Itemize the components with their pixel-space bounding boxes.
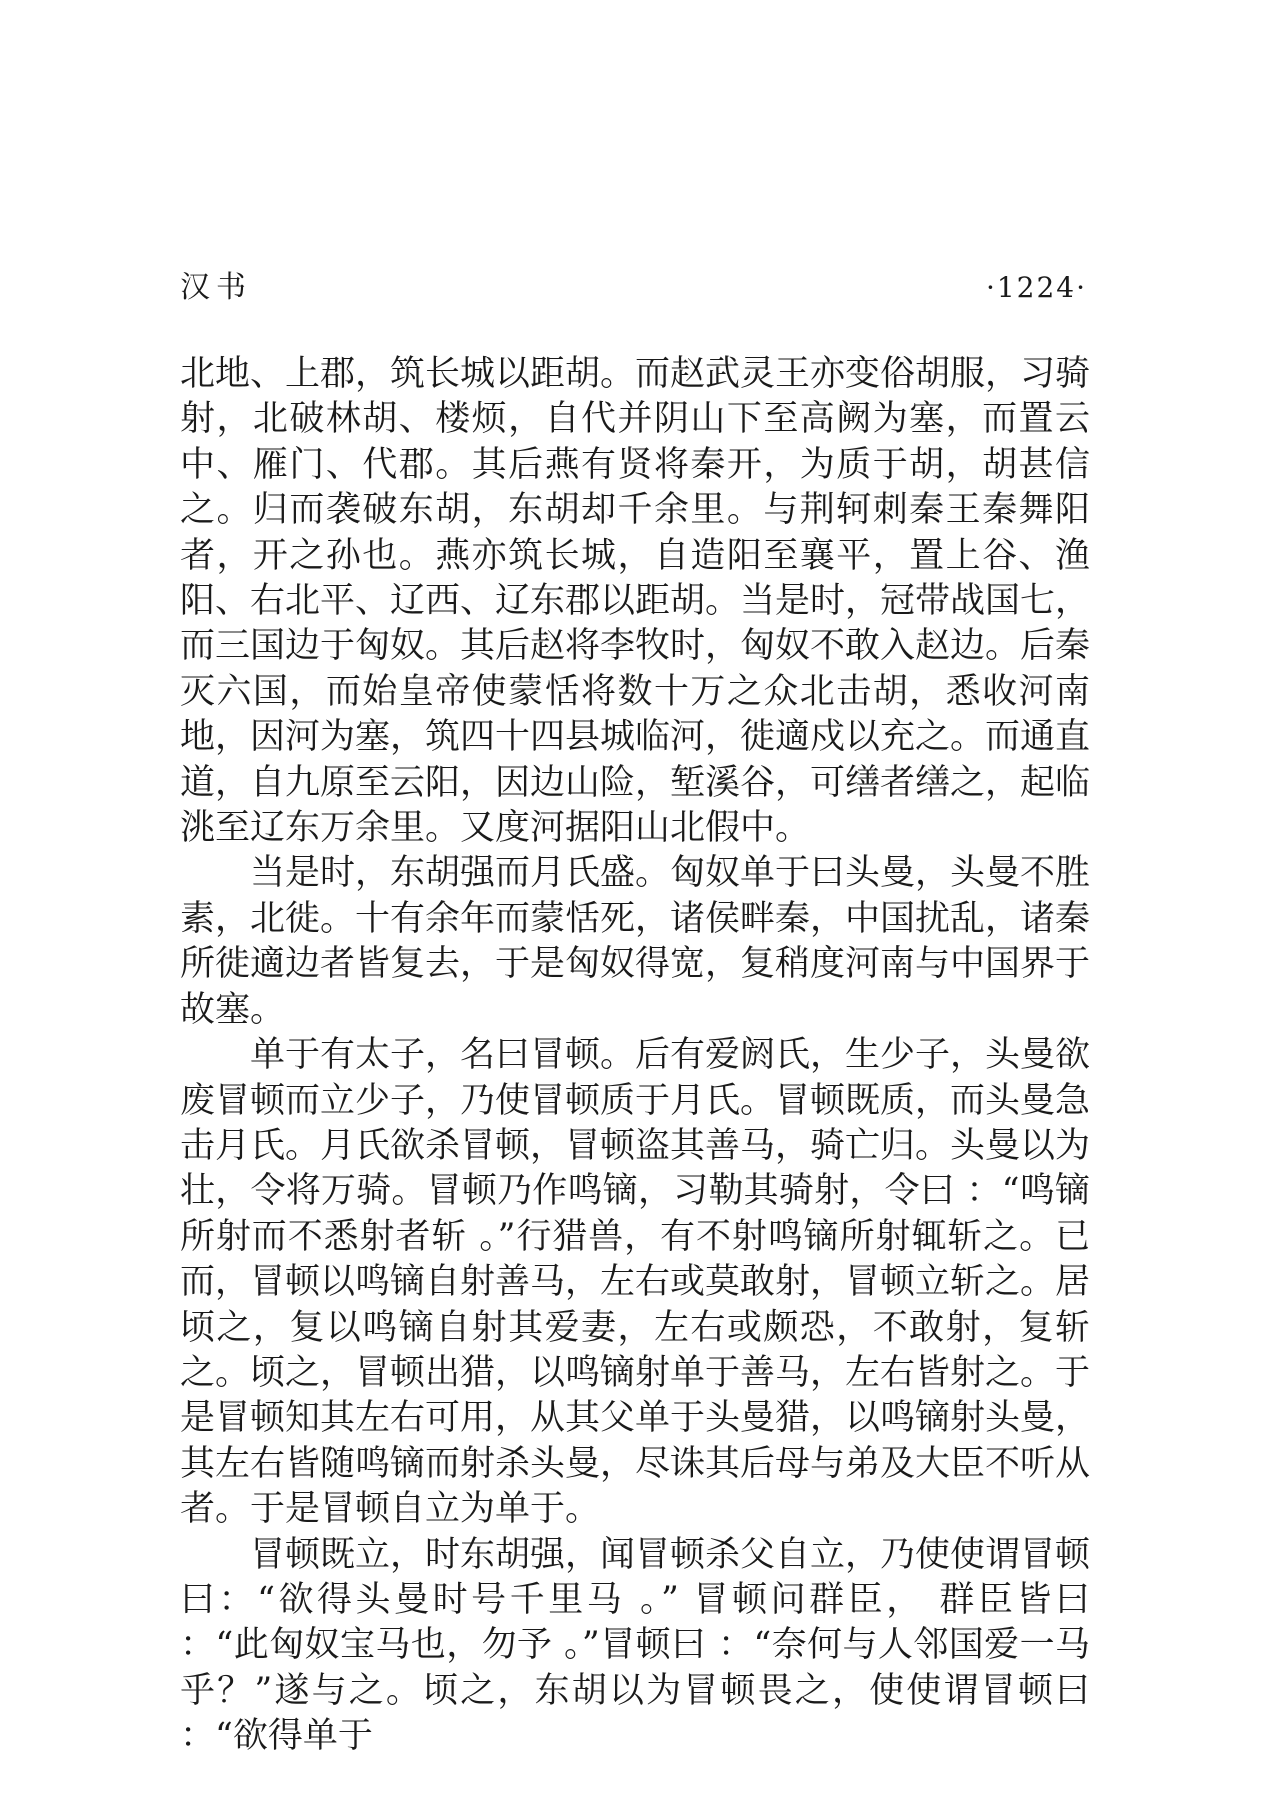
body-text (180, 352, 1090, 1760)
paragraph-1: 北地、上郡，筑长城以距胡。而赵武灵王亦变俗胡服，习骑射，北破林胡、楼烦，自代并阴山下至高阙为塞，而置云中、雁门、代郡。其后燕有贤将秦开，为质于胡，胡甚信之。归而袭破东胡，东胡却千余里。与荆轲刺秦王秦舞阳者，开之孙也。燕亦筑长城，自造阳至襄平，置上谷、渔阳、右北平、辽西、辽东郡以距胡。当是时，冠带战国七，而三国边于匈奴。其后赵将李牧时，匈奴不敢入赵边。后秦灭六国，而始皇帝使蒙恬将数十万之众北击胡，悉收河南地，因河为塞，筑四十四县城临河，徙適戍以充之。而通直道，自九原至云阳，因边山险，堑溪谷，可缮者缮之，起临洮至辽东万余里。又度河据阳山北假中。 (180, 354, 1091, 849)
paragraph-2: 当是时，东胡强而月氏盛。匈奴单于曰头曼，头曼不胜素，北徙。十有余年而蒙恬死，诸侯畔秦，中国扰乱，诸秦所徙適边者皆复去，于是匈奴得宽，复稍度河南与中国界于故塞。 (180, 853, 1091, 1030)
paragraph-4: 冒顿既立，时东胡强，闻冒顿杀父自立，乃使使谓冒顿曰：“欲得头曼时号千里马 。” 冒顿问群臣， 群臣皆曰 ：“此匈奴宝马也，勿予 。”冒顿曰 ：“奈何与人邻国爱一马乎？”遂与之。顷之，东胡以为冒顿畏之，使使谓冒顿曰 ：“欲得单于 (180, 1534, 1091, 1757)
paragraph-3: 单于有太子，名曰冒顿。后有爱阏氏，生少子，头曼欲废冒顿而立少子，乃使冒顿质于月氏。冒顿既质，而头曼急击月氏。月氏欲杀冒顿，冒顿盗其善马，骑亡归。头曼以为壮，令将万骑。冒顿乃作鸣镝，习勒其骑射，令曰 ：“鸣镝所射而不悉射者斩 。”行猎兽，有不射鸣镝所射辄斩之。已而，冒顿以鸣镝自射善马，左右或莫敢射，冒顿立斩之。居顷之，复以鸣镝自射其爱妻，左右或颇恐，不敢射，复斩之。顷之，冒顿出猎，以鸣镝射单于善马，左右皆射之。于是冒顿知其左右可用，从其父单于头曼猎，以鸣镝射头曼，其左右皆随鸣镝而射杀头曼，尽诛其后母与弟及大臣不听从者。于是冒顿自立为单于。 (180, 1035, 1091, 1530)
page-number: ·1224· (985, 271, 1087, 304)
running-head-title: 汉书 (180, 270, 252, 305)
